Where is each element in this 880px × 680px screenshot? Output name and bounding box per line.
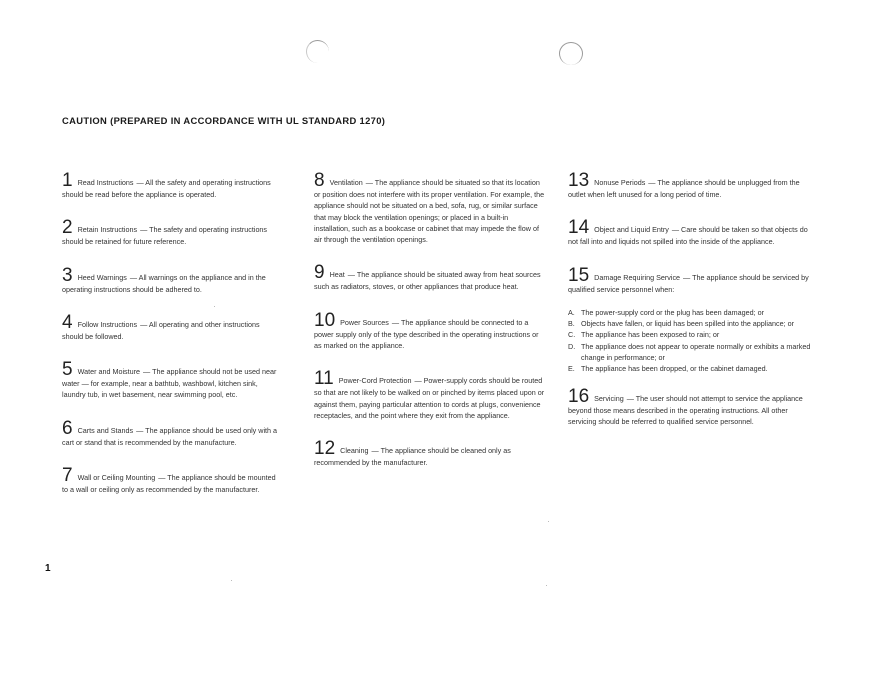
item-text: — All operating and other instructions should be followed.	[62, 319, 260, 341]
list-item-text: The appliance has been dropped, or the cabinet damaged.	[581, 364, 768, 374]
caution-item-16	[568, 385, 816, 428]
scan-speck	[546, 585, 547, 586]
item-text: — The appliance should be connected to a power supply only of the type described in the operating instructions or as marked on the appliance.	[314, 317, 539, 351]
item-text: — The appliance should be situated so that its location or position does not interfere with its proper ventilation. For example, the appliance should not be situated on a bed, sofa, rug, or similar surface that may block the ventilation openings; or placed in a built-in installation, such as a bookcase or cabinet that may impede the flow of air through the ventilation openings.	[314, 178, 545, 245]
item-title: Power-Cord Protection	[338, 376, 412, 386]
item-number: 6	[62, 417, 73, 439]
list-item-text: The appliance has been exposed to rain; or	[581, 330, 720, 340]
caution-item-10	[314, 309, 546, 352]
item-number: 12	[314, 438, 336, 460]
caution-item-13	[568, 170, 816, 200]
caution-item-1	[62, 170, 282, 200]
scan-speck	[231, 580, 232, 581]
item-title: Cleaning	[340, 446, 369, 456]
caution-item-11	[314, 368, 546, 421]
item-text: — The appliance should be situated away from heat sources such as radiators, stoves, or other appliances that produce heat.	[314, 270, 541, 292]
item-text: — Care should be taken so that objects do not fall into and liquids not spilled into the inside of the appliance.	[568, 225, 808, 247]
item-text: — The appliance should be cleaned only as recommended by the manufacturer.	[314, 446, 511, 468]
item-number: 15	[568, 264, 590, 286]
list-item	[568, 341, 816, 364]
item-text: — The user should not attempt to service the appliance beyond those means described in the operating instructions. All other servicing should be referred to qualified service personnel.	[568, 393, 803, 426]
item-title: Nonuse Periods	[594, 178, 646, 187]
item-text: — The appliance should be serviced by qualified service personnel when:	[568, 272, 809, 294]
list-item-label: A.	[568, 307, 575, 317]
service-conditions-list	[568, 307, 816, 375]
item-number: 1	[62, 170, 73, 191]
item-title: Heed Warnings	[77, 272, 127, 282]
list-item-text: Objects have fallen, or liquid has been spilled into the appliance; or	[581, 319, 794, 329]
caution-heading: CAUTION (PREPARED IN ACCORDANCE WITH UL STANDARD 1270)	[62, 115, 386, 126]
item-number: 10	[314, 309, 336, 331]
item-text: — The appliance should be mounted to a wall or ceiling only as recommended by the manufacturer.	[62, 473, 276, 495]
item-text: — The safety and operating instructions should be retained for future reference.	[62, 225, 268, 247]
list-item	[568, 318, 816, 329]
item-number: 8	[314, 170, 325, 191]
item-number: 13	[568, 170, 590, 191]
item-number: 9	[314, 262, 325, 284]
item-number: 11	[314, 368, 334, 390]
item-title: Object and Liquid Entry	[594, 225, 669, 235]
item-title: Power Sources	[340, 317, 389, 327]
item-text: — The appliance should be unplugged from the outlet when left unused for a long period of time.	[568, 178, 800, 199]
punch-hole-right	[559, 42, 583, 65]
item-title: Follow Instructions	[77, 319, 138, 329]
list-item	[568, 363, 816, 374]
list-item-label: E.	[568, 364, 575, 374]
item-number: 3	[62, 264, 73, 286]
item-text: — All the safety and operating instructions should be read before the appliance is operated.	[62, 178, 271, 199]
caution-item-5	[62, 359, 282, 401]
list-item-label: C.	[568, 330, 576, 340]
list-item-label: B.	[568, 319, 575, 329]
list-item-text: The appliance does not appear to operate normally or exhibits a marked change in performance; or	[581, 341, 811, 363]
item-number: 7	[62, 465, 73, 487]
list-item	[568, 329, 816, 340]
list-item-text: The power-supply cord or the plug has been damaged; or	[581, 307, 764, 317]
caution-item-7	[62, 465, 282, 495]
column-middle	[314, 170, 546, 469]
item-title: Water and Moisture	[77, 367, 141, 377]
caution-item-15	[568, 264, 816, 295]
item-number: 14	[568, 217, 590, 239]
item-title: Servicing	[594, 393, 624, 403]
item-number: 16	[568, 385, 590, 407]
item-number: 4	[62, 311, 73, 333]
item-number: 5	[62, 359, 73, 381]
item-text: — The appliance should not be used near water — for example, near a bathtub, washbowl, kitchen sink, laundry tub, in wet basement, near swimming pool, etc.	[62, 367, 277, 400]
item-title: Wall or Ceiling Mounting	[77, 473, 156, 483]
caution-item-9	[314, 262, 546, 292]
item-text: — The appliance should be used only with a cart or stand that is recommended by the manufacture.	[62, 425, 278, 447]
page-number: 1	[45, 563, 51, 574]
caution-item-2	[62, 217, 282, 247]
item-title: Heat	[329, 270, 345, 280]
item-title: Read Instructions	[77, 178, 134, 187]
item-text: — All warnings on the appliance and in the operating instructions should be adhered to.	[62, 272, 266, 294]
item-number: 2	[62, 217, 73, 239]
caution-item-3	[62, 264, 282, 295]
item-text: — Power-supply cords should be routed so that are not likely to be walked on or pinched by items placed upon or against them, paying particular attention to cords at plugs, convenience receptacles, and the point where they exit from the appliance.	[314, 376, 545, 420]
item-title: Retain Instructions	[77, 225, 138, 235]
scan-speck	[214, 306, 215, 307]
item-title: Damage Requiring Service	[594, 272, 681, 282]
column-right	[568, 170, 816, 427]
list-item-label: D.	[568, 341, 576, 351]
caution-item-12	[314, 438, 546, 468]
caution-item-6	[62, 417, 282, 448]
caution-item-14	[568, 217, 816, 247]
punch-hole-left	[306, 40, 329, 63]
item-title: Ventilation	[329, 178, 363, 187]
caution-item-8	[314, 170, 546, 245]
item-title: Carts and Stands	[77, 425, 134, 435]
list-item	[568, 307, 816, 318]
scan-speck	[548, 521, 549, 522]
caution-item-4	[62, 311, 282, 342]
column-left	[62, 170, 282, 495]
